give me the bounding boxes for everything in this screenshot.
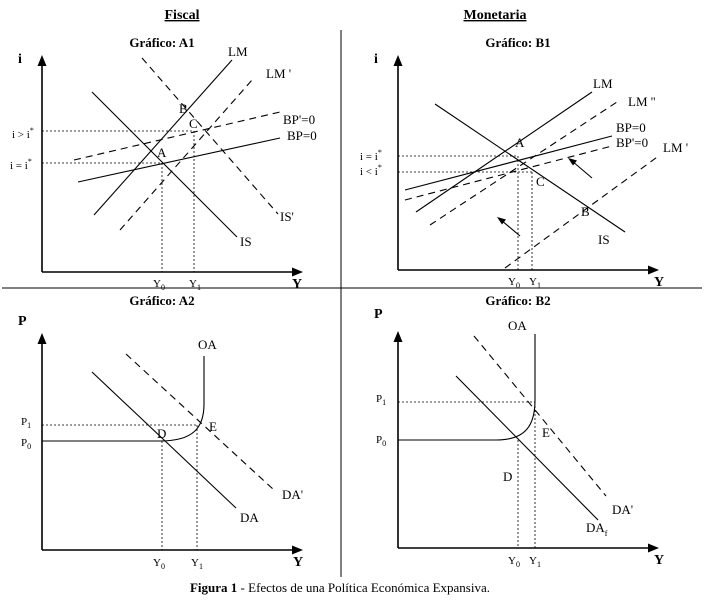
b1-y-axis-label: i — [374, 52, 378, 67]
a1-bp-prime-curve — [74, 112, 280, 160]
a1-is-prime-curve — [142, 58, 278, 214]
a2-tick-y0: $Y_0$ — [153, 557, 165, 571]
b1-x-arrow — [648, 266, 659, 275]
a1-x-arrow — [292, 268, 303, 277]
b2-point-e: E — [542, 425, 550, 440]
b2-label-da-prime: DA' — [612, 502, 634, 517]
a2-oa-curve — [42, 356, 204, 441]
panel-a2-title: Gráfico: A2 — [129, 293, 195, 308]
b2-label-oa: OA — [508, 318, 527, 333]
b1-tick-y1: $Y_1$ — [529, 276, 541, 290]
a1-label-is: IS — [240, 234, 252, 249]
b1-point-a: A — [515, 135, 525, 150]
b2-da-prime-curve — [474, 336, 606, 496]
a2-point-e: E — [209, 419, 217, 434]
b2-x-axis-label: Y — [654, 553, 665, 568]
b1-label-lm: LM — [593, 76, 613, 91]
b1-x-axis-label: Y — [654, 275, 665, 290]
a1-tick-y0: $Y_0$ — [153, 278, 165, 292]
a1-label-lm-prime: LM ' — [266, 66, 292, 81]
a2-label-da-prime: DA' — [282, 487, 304, 502]
panel-b1 — [360, 35, 688, 290]
b1-label-lm-prime: LM ' — [663, 140, 689, 155]
header-fiscal: Fiscal — [164, 8, 200, 23]
b2-label-da-f: $DA_f$ — [586, 520, 608, 538]
b2-da-f-curve — [456, 376, 598, 520]
a1-x-axis-label: Y — [292, 277, 303, 292]
b1-label-is: IS — [598, 232, 610, 247]
a1-point-a: A — [157, 145, 167, 160]
a1-point-c: C — [189, 116, 198, 131]
b1-label-bp: BP=0 — [616, 120, 646, 135]
a1-is-curve — [92, 92, 237, 237]
a1-label-bp: BP=0 — [287, 128, 317, 143]
panel-b2 — [374, 293, 664, 569]
panel-b1-title: Gráfico: B1 — [485, 35, 551, 50]
a2-tick-p1: $P_1$ — [21, 416, 32, 430]
a1-bp-curve — [78, 138, 280, 182]
b1-tick-y0: $Y_0$ — [508, 276, 520, 290]
a1-label-is-prime: IS' — [280, 209, 294, 224]
b1-shift-arrow-left — [501, 220, 520, 236]
b2-tick-y0: $Y_0$ — [508, 555, 520, 569]
b1-point-b: B — [581, 204, 590, 219]
b1-tick-i-less: i < i* — [360, 163, 382, 178]
b2-tick-p0: $P_0$ — [376, 434, 387, 448]
b2-point-d: D — [503, 469, 513, 484]
b1-y-arrow — [394, 55, 403, 66]
a2-y-axis-label: P — [18, 314, 27, 329]
b1-lm-dprime-curve — [430, 100, 620, 225]
b1-lm-curve — [416, 92, 592, 212]
b1-point-c: C — [536, 174, 545, 189]
a2-tick-y1: $Y_1$ — [191, 557, 203, 571]
b1-tick-i-equal: i = i* — [360, 148, 382, 163]
a1-point-b: B — [179, 101, 188, 116]
panel-a1-title: Gráfico: A1 — [129, 35, 195, 50]
a1-lm-curve — [94, 60, 232, 215]
b1-is-curve — [435, 104, 625, 232]
panel-a2 — [18, 293, 303, 571]
header-monetaria: Monetaria — [463, 8, 527, 23]
a2-label-oa: OA — [198, 337, 217, 352]
b1-bp-curve — [405, 136, 612, 190]
a1-label-bp-prime: BP'=0 — [283, 112, 316, 127]
panel-b2-title: Gráfico: B2 — [485, 293, 551, 308]
a1-tick-i-upper: i > i* — [12, 126, 34, 141]
figure-caption: Figura 1 - Efectos de una Política Económica Expansiva. — [189, 580, 491, 595]
a1-tick-i-lower: i = i* — [10, 157, 32, 172]
a2-x-axis-label: Y — [293, 555, 304, 570]
a2-da-prime-curve — [126, 354, 274, 490]
a1-tick-y1: $Y_1$ — [189, 278, 201, 292]
a1-label-lm: LM — [228, 44, 248, 59]
b1-label-bp-prime: BP'=0 — [616, 135, 649, 150]
a1-y-axis-label: i — [18, 52, 22, 67]
a2-x-arrow — [292, 546, 303, 555]
b2-tick-y1: $Y_1$ — [529, 555, 541, 569]
a2-point-d: D — [157, 426, 167, 441]
a2-label-da: DA — [240, 510, 259, 525]
b2-y-arrow — [394, 331, 403, 342]
b2-x-arrow — [648, 544, 659, 553]
a1-y-arrow — [38, 55, 47, 66]
b2-y-axis-label: P — [374, 307, 383, 322]
a2-y-arrow — [38, 333, 47, 344]
b1-label-lm-dprime: LM '' — [628, 94, 656, 109]
b1-shift-arrow-right — [572, 161, 592, 178]
b2-tick-p1: $P_1$ — [376, 393, 387, 407]
a2-tick-p0: $P_0$ — [21, 437, 32, 451]
panel-a1 — [10, 35, 317, 292]
